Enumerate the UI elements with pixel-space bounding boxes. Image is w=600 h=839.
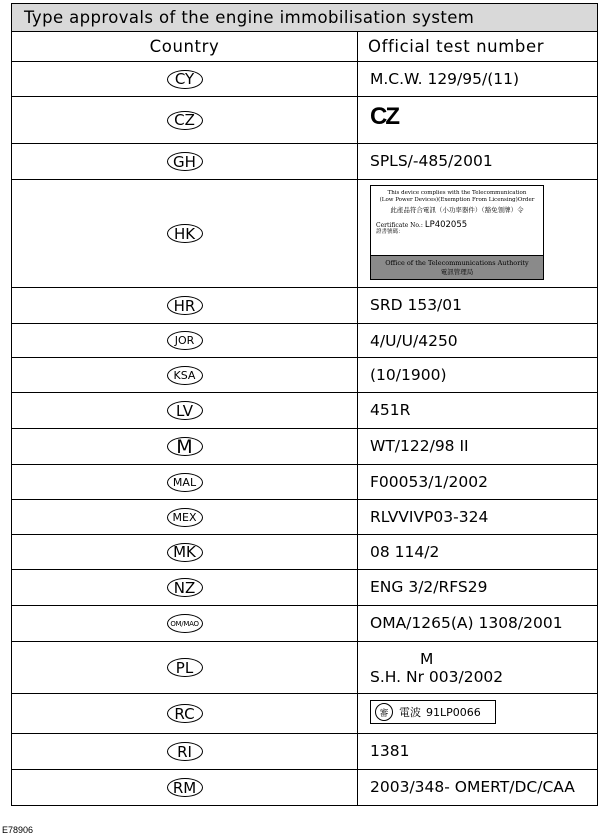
- number-cell: SPLS/-485/2001: [370, 152, 493, 170]
- table-row: [12, 97, 597, 144]
- figure-id: E78906: [2, 825, 34, 835]
- country-oval: RI: [167, 742, 203, 761]
- country-oval: CY: [167, 70, 203, 89]
- number-cell: M.C.W. 129/95/(11): [370, 70, 520, 88]
- country-oval: LV: [167, 401, 203, 420]
- country-oval: MAL: [167, 473, 203, 492]
- number-cell: 4/U/U/4250: [370, 332, 458, 350]
- number-cell: 1381: [370, 742, 410, 760]
- number-cell: WT/122/98 II: [370, 437, 469, 455]
- table-row: [12, 642, 597, 694]
- cz-conformity-logo: CZ: [370, 103, 398, 130]
- hk-certificate-label: This device complies with the Telecommunication (Low Power Devices)(Exemption From Licensing)Order 此產品符合電訊（小功率器件）（豁免領牌）令 Certificate No.: LP402055 證書號碼： Office of the Telecommunications Authority 電訊管理局: [370, 185, 544, 280]
- table-row: [12, 500, 597, 535]
- table-row: [12, 734, 597, 770]
- table-row: [12, 62, 597, 97]
- table-row: [12, 324, 597, 358]
- number-cell: SRD 153/01: [370, 296, 463, 314]
- country-oval: RC: [167, 704, 203, 723]
- country-oval: KSA: [167, 366, 203, 385]
- number-header: Official test number: [368, 37, 545, 56]
- country-oval: HK: [167, 224, 203, 243]
- country-oval: JOR: [167, 331, 203, 350]
- table-row: [12, 465, 597, 500]
- number-cell: S.H. Nr 003/2002: [370, 668, 504, 686]
- country-oval: RM: [167, 778, 203, 797]
- country-oval: HR: [167, 296, 203, 315]
- country-oval: NZ: [167, 578, 203, 597]
- number-cell: 2003/348- OMERT/DC/CAA: [370, 778, 575, 796]
- table-row: [12, 429, 597, 465]
- table-row: [12, 393, 597, 429]
- table-row: [12, 180, 597, 288]
- country-oval: MK: [167, 543, 203, 562]
- table-row: [12, 144, 597, 180]
- table-title: Type approvals of the engine immobilisation system: [12, 4, 597, 32]
- table-row: [12, 288, 597, 324]
- number-cell: 451R: [370, 401, 411, 419]
- number-cell: ENG 3/2/RFS29: [370, 578, 488, 596]
- rc-approval-label: 審 電波 91LP0066: [370, 700, 496, 724]
- table-row: [12, 358, 597, 393]
- country-oval: PL: [167, 658, 203, 677]
- number-cell: OMA/1265(A) 1308/2001: [370, 614, 563, 632]
- country-oval: CZ: [167, 111, 203, 130]
- number-cell: M: [420, 650, 434, 668]
- table-row: [12, 606, 597, 642]
- number-cell: F00053/1/2002: [370, 473, 488, 491]
- table-row: [12, 770, 597, 805]
- country-oval: GH: [167, 152, 203, 171]
- country-oval: M: [167, 437, 203, 456]
- country-header: Country: [12, 32, 358, 61]
- country-oval: MEX: [167, 508, 203, 527]
- table-row: [12, 570, 597, 606]
- approvals-table: [11, 3, 598, 806]
- number-cell: (10/1900): [370, 366, 447, 384]
- number-cell: 08 114/2: [370, 543, 440, 561]
- table-row: [12, 535, 597, 570]
- header-row: [12, 32, 597, 62]
- approval-mark-icon: 審: [375, 703, 393, 721]
- number-cell: RLVVIVP03-324: [370, 508, 489, 526]
- table-row: [12, 694, 597, 734]
- country-oval: OM/MAO: [167, 614, 203, 633]
